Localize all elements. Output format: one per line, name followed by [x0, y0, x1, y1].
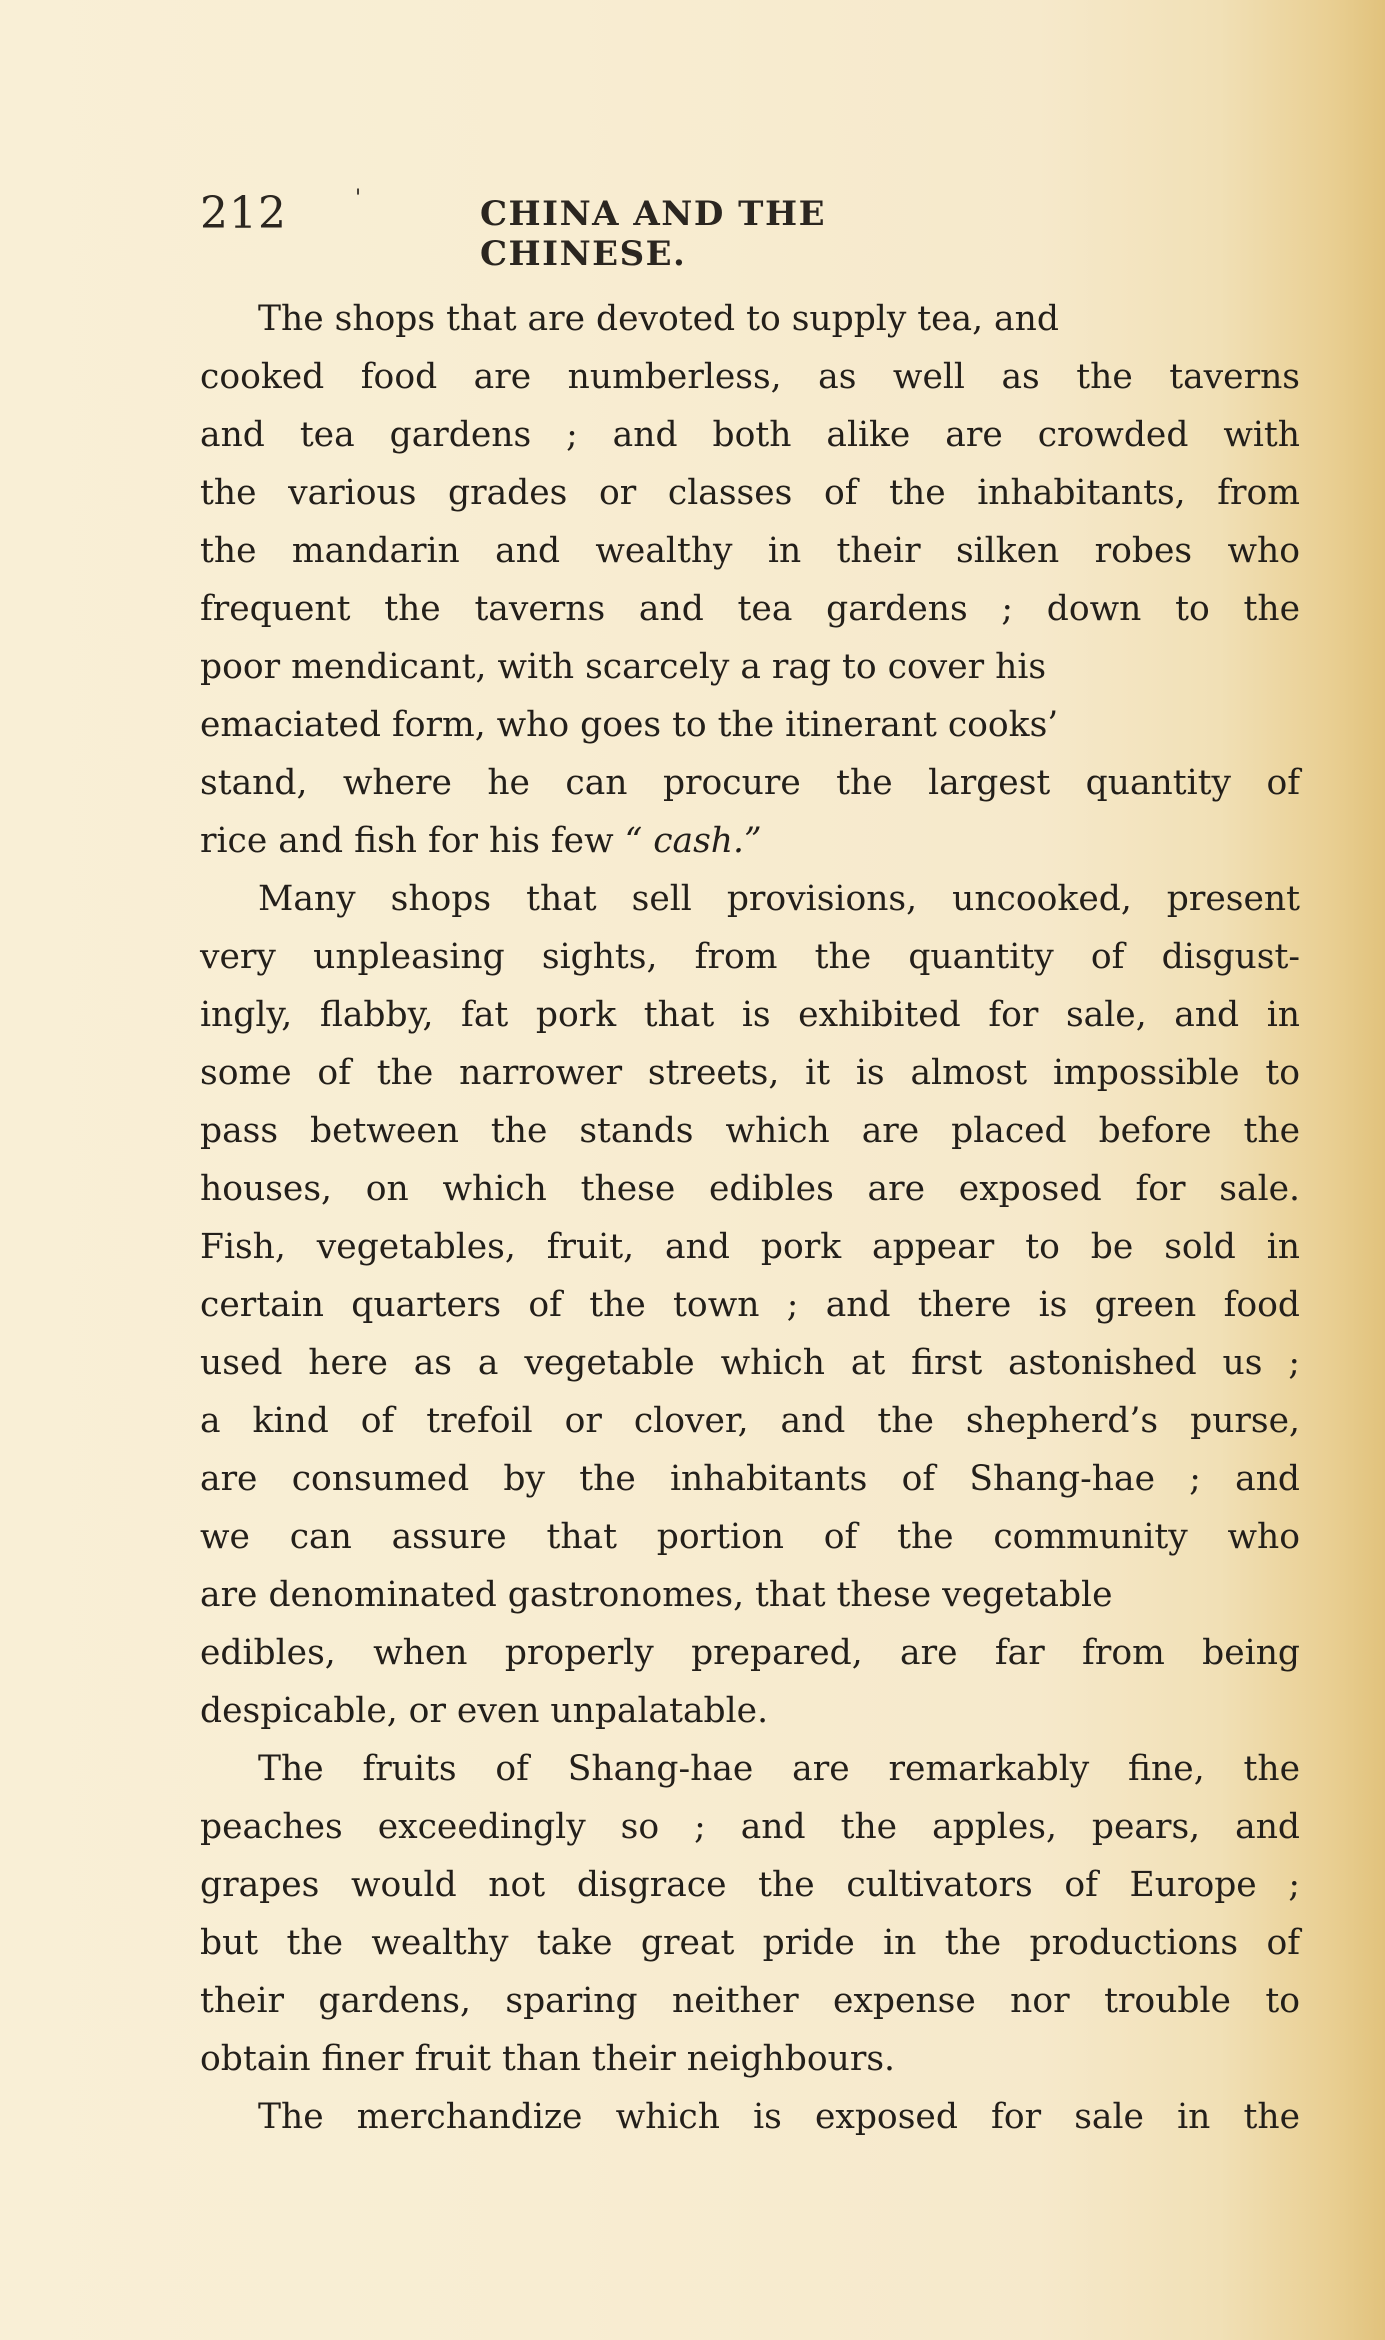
line-text: the various grades or classes of the inhabitants, from [200, 473, 1300, 513]
text-line [200, 522, 1300, 580]
line-text: stand, where he can procure the largest quantity of [200, 763, 1300, 803]
text-line [200, 1044, 1300, 1102]
text-line [200, 1334, 1300, 1392]
line-text: Fish, vegetables, fruit, and pork appear to be sold in [200, 1227, 1300, 1267]
text-line [200, 290, 1300, 348]
text-line [200, 812, 1300, 870]
text-line [200, 696, 1300, 754]
line-text: poor mendicant, with scarcely a rag to cover his [200, 647, 1047, 687]
line-text: a kind of trefoil or clover, and the shepherd’s purse, [200, 1401, 1300, 1441]
text-line [200, 2030, 1300, 2088]
text-line [200, 1102, 1300, 1160]
line-text: ingly, flabby, fat pork that is exhibited for sale, and in [200, 995, 1300, 1035]
text-line [200, 638, 1300, 696]
text-line [200, 1624, 1300, 1682]
text-line [200, 1450, 1300, 1508]
line-text: very unpleasing sights, from the quantity of disgust- [200, 937, 1300, 977]
line-text: emaciated form, who goes to the itinerant cooks’ [200, 705, 1059, 745]
line-text: The shops that are devoted to supply tea, and [258, 299, 1059, 339]
line-text: Many shops that sell provisions, uncooked, present [258, 879, 1300, 919]
line-text: rice and fish for his few [200, 821, 625, 861]
line-text: the mandarin and wealthy in their silken robes who [200, 531, 1300, 571]
text-line [200, 1392, 1300, 1450]
text-line [200, 1218, 1300, 1276]
text-line [200, 1856, 1300, 1914]
text-line [200, 986, 1300, 1044]
line-text: some of the narrower streets, it is almost impossible to [200, 1053, 1300, 1093]
line-text: frequent the taverns and tea gardens ; down to the [200, 589, 1300, 629]
text-line [200, 1972, 1300, 2030]
line-text: we can assure that portion of the community who [200, 1517, 1300, 1557]
text-line [200, 464, 1300, 522]
line-text: and tea gardens ; and both alike are crowded with [200, 415, 1300, 455]
text-line [200, 1914, 1300, 1972]
line-italic-text: “ cash.” [624, 821, 762, 861]
line-text: The fruits of Shang-hae are remarkably fine, the [258, 1749, 1300, 1789]
text-line [200, 2088, 1300, 2146]
line-text: but the wealthy take great pride in the productions of [200, 1923, 1300, 1963]
line-text: peaches exceedingly so ; and the apples, pears, and [200, 1807, 1300, 1847]
line-text: houses, on which these edibles are exposed for sale. [200, 1169, 1300, 1209]
text-line [200, 1682, 1300, 1740]
text-line [200, 928, 1300, 986]
text-line [200, 406, 1300, 464]
text-line [200, 1798, 1300, 1856]
line-text: their gardens, sparing neither expense nor trouble to [200, 1981, 1300, 2021]
text-line [200, 754, 1300, 812]
line-text: edibles, when properly prepared, are far from being [200, 1633, 1300, 1673]
printer-mark: ' [355, 186, 362, 211]
line-text: grapes would not disgrace the cultivators of Europe ; [200, 1865, 1300, 1905]
running-head [200, 186, 1040, 274]
line-text: cooked food are numberless, as well as the taverns [200, 357, 1300, 397]
running-title: CHINA AND THE CHINESE. [480, 194, 827, 274]
text-line [200, 348, 1300, 406]
body-text [200, 290, 1300, 2146]
line-text: obtain finer fruit than their neighbours. [200, 2039, 896, 2079]
line-text: The merchandize which is exposed for sale in the [258, 2097, 1300, 2137]
text-line [200, 1160, 1300, 1218]
line-text: used here as a vegetable which at first astonished us ; [200, 1343, 1300, 1383]
line-text: certain quarters of the town ; and there is green food [200, 1285, 1300, 1325]
text-line [200, 580, 1300, 638]
line-text: despicable, or even unpalatable. [200, 1691, 769, 1731]
text-line [200, 1740, 1300, 1798]
text-line [200, 1508, 1300, 1566]
text-line [200, 870, 1300, 928]
line-text: are consumed by the inhabitants of Shang-hae ; and [200, 1459, 1300, 1499]
page-number: 212 [200, 188, 287, 239]
line-text: are denominated gastronomes, that these vegetable [200, 1575, 1113, 1615]
line-text: pass between the stands which are placed before the [200, 1111, 1300, 1151]
text-line [200, 1276, 1300, 1334]
text-line [200, 1566, 1300, 1624]
